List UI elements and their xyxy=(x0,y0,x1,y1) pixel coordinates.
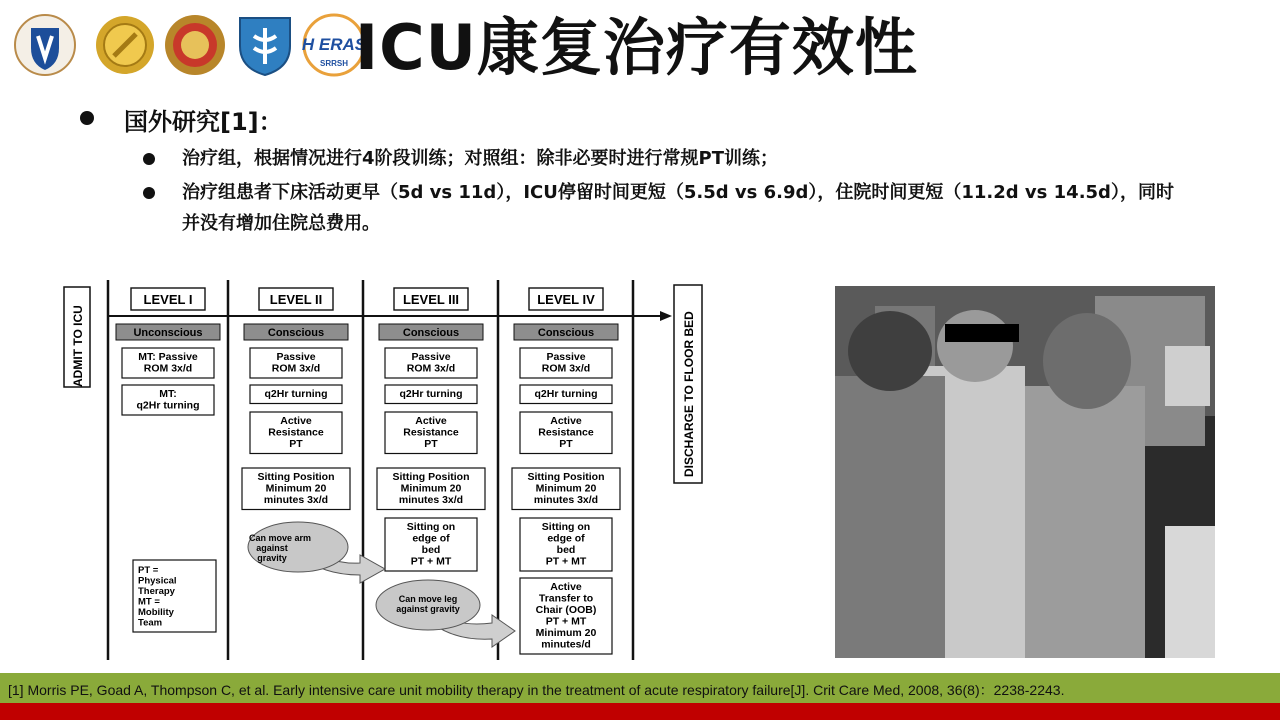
protocol-box-text: edge of xyxy=(547,532,585,545)
protocol-box-text: Chair (OOB) xyxy=(535,604,597,616)
legend-text: PT = xyxy=(138,565,159,576)
level-label: LEVEL I xyxy=(143,292,193,307)
protocol-box-text: Minimum 20 xyxy=(400,482,462,495)
protocol-box-text: minutes 3x/d xyxy=(263,494,329,506)
protocol-box-text: q2Hr turning xyxy=(136,399,200,412)
arrow2-text: against gravity xyxy=(396,604,460,614)
legend-text: MT = xyxy=(138,596,160,608)
protocol-box-text: PT xyxy=(424,438,438,450)
protocol-box-text: PT xyxy=(559,438,573,450)
protocol-box-text: Active xyxy=(280,415,312,427)
bottom-red-bar xyxy=(0,703,1280,720)
protocol-box-text: PT xyxy=(289,438,303,450)
page-title: ICU康复治疗有效性 xyxy=(355,11,918,84)
citation-text: [1] Morris PE, Goad A, Thompson C, et al. Early intensive care unit mobility therapy in the treatment of acute respiratory failure[J]. Crit Care Med, 2008, 36(8)：2238-2243. xyxy=(8,682,1065,698)
protocol-box-text: minutes 3x/d xyxy=(533,494,599,506)
legend-text: Team xyxy=(138,617,163,629)
protocol-box-text: Active xyxy=(550,581,582,593)
protocol-box-text: minutes/d xyxy=(541,638,591,651)
protocol-box-text: Sitting Position xyxy=(392,471,470,483)
bullet-level2-text: 治疗组患者下床活动更早（5d vs 11d），ICU停留时间更短（5.5d vs 6.9d），住院时间更短（11.2d vs 14.5d），同时并没有增加住院总费用。 xyxy=(182,182,1174,234)
legend-text: Mobility xyxy=(138,607,174,618)
citation-footer xyxy=(0,673,1280,703)
protocol-box-text: Active xyxy=(415,415,447,427)
bullet-level2-text: 治疗组，根据情况进行4阶段训练；对照组：除非必要时进行常规PT训练； xyxy=(182,148,778,169)
level-label: LEVEL II xyxy=(269,292,323,307)
protocol-box-text: MT: xyxy=(159,388,177,400)
protocol-box-text: Sitting Position xyxy=(257,471,335,483)
protocol-box-text: q2Hr turning xyxy=(399,388,463,400)
protocol-box-text: MT: Passive xyxy=(138,351,198,363)
level-state: Conscious xyxy=(537,327,595,339)
protocol-box-text: ROM 3x/d xyxy=(541,362,591,375)
protocol-box-text: q2Hr turning xyxy=(264,388,328,400)
protocol-box-text: ROM 3x/d xyxy=(271,362,321,375)
protocol-box-text: Resistance xyxy=(268,426,324,439)
protocol-box-text: ROM 3x/d xyxy=(406,362,456,375)
icu-mobility-protocol-diagram xyxy=(60,275,720,665)
patient-rehab-photo xyxy=(835,286,1215,658)
protocol-box-text: Sitting on xyxy=(541,521,591,533)
level-label: LEVEL IV xyxy=(537,292,595,307)
protocol-box-text: Passive xyxy=(276,351,316,363)
arrow1-text: gravity xyxy=(257,553,287,563)
protocol-box-text: Minimum 20 xyxy=(535,627,597,639)
protocol-box-text: PT + MT xyxy=(545,555,587,568)
level-state: Conscious xyxy=(402,327,460,339)
gold-medal-logo-icon xyxy=(164,12,226,78)
level-label: LEVEL III xyxy=(402,292,460,307)
protocol-box-text: edge of xyxy=(412,532,450,545)
protocol-box-text: Resistance xyxy=(538,426,594,439)
bullet-dot-icon xyxy=(143,187,155,199)
protocol-box-text: Passive xyxy=(411,351,451,363)
blue-shield-logo-icon xyxy=(234,12,296,78)
protocol-box-text: ROM 3x/d xyxy=(143,362,193,375)
bullet-dot-icon xyxy=(143,153,155,165)
protocol-box-text: PT + MT xyxy=(545,615,587,628)
protocol-box-text: Sitting Position xyxy=(527,471,605,483)
discharge-label: DISCHARGE TO FLOOR BED xyxy=(682,311,696,477)
protocol-box-text: Sitting on xyxy=(406,521,456,533)
legend-text: Therapy xyxy=(138,586,175,597)
arrow1-text: Can move arm xyxy=(248,533,312,543)
protocol-box-text: Passive xyxy=(546,351,586,363)
protocol-box-text: bed xyxy=(556,544,576,556)
protocol-box-text: Active xyxy=(550,415,582,427)
admit-label: ADMIT TO ICU xyxy=(71,305,85,387)
protocol-box-text: Minimum 20 xyxy=(535,482,597,495)
legend-text: Physical xyxy=(138,575,177,587)
arrow2-text: Can move leg xyxy=(398,594,458,604)
protocol-box-text: q2Hr turning xyxy=(534,388,598,400)
heras-logo-subtext: SRRSH xyxy=(319,59,349,68)
hospital-shield-logo-icon xyxy=(14,12,76,78)
arrow1-text: against xyxy=(256,543,288,553)
protocol-box-text: PT + MT xyxy=(410,555,452,568)
heras-logo-text: H ERAS xyxy=(301,35,367,54)
bullet-dot-icon xyxy=(80,111,94,125)
gold-seal-logo-icon xyxy=(94,12,156,78)
bullet-level1-text: 国外研究[1]： xyxy=(124,108,283,136)
protocol-box-text: minutes 3x/d xyxy=(398,494,464,506)
protocol-box-text: Resistance xyxy=(403,426,459,439)
protocol-box-text: Transfer to xyxy=(538,592,594,605)
protocol-box-text: Minimum 20 xyxy=(265,482,327,495)
protocol-box-text: bed xyxy=(421,544,441,556)
level-state: Conscious xyxy=(267,327,325,339)
level-state: Unconscious xyxy=(133,327,203,339)
